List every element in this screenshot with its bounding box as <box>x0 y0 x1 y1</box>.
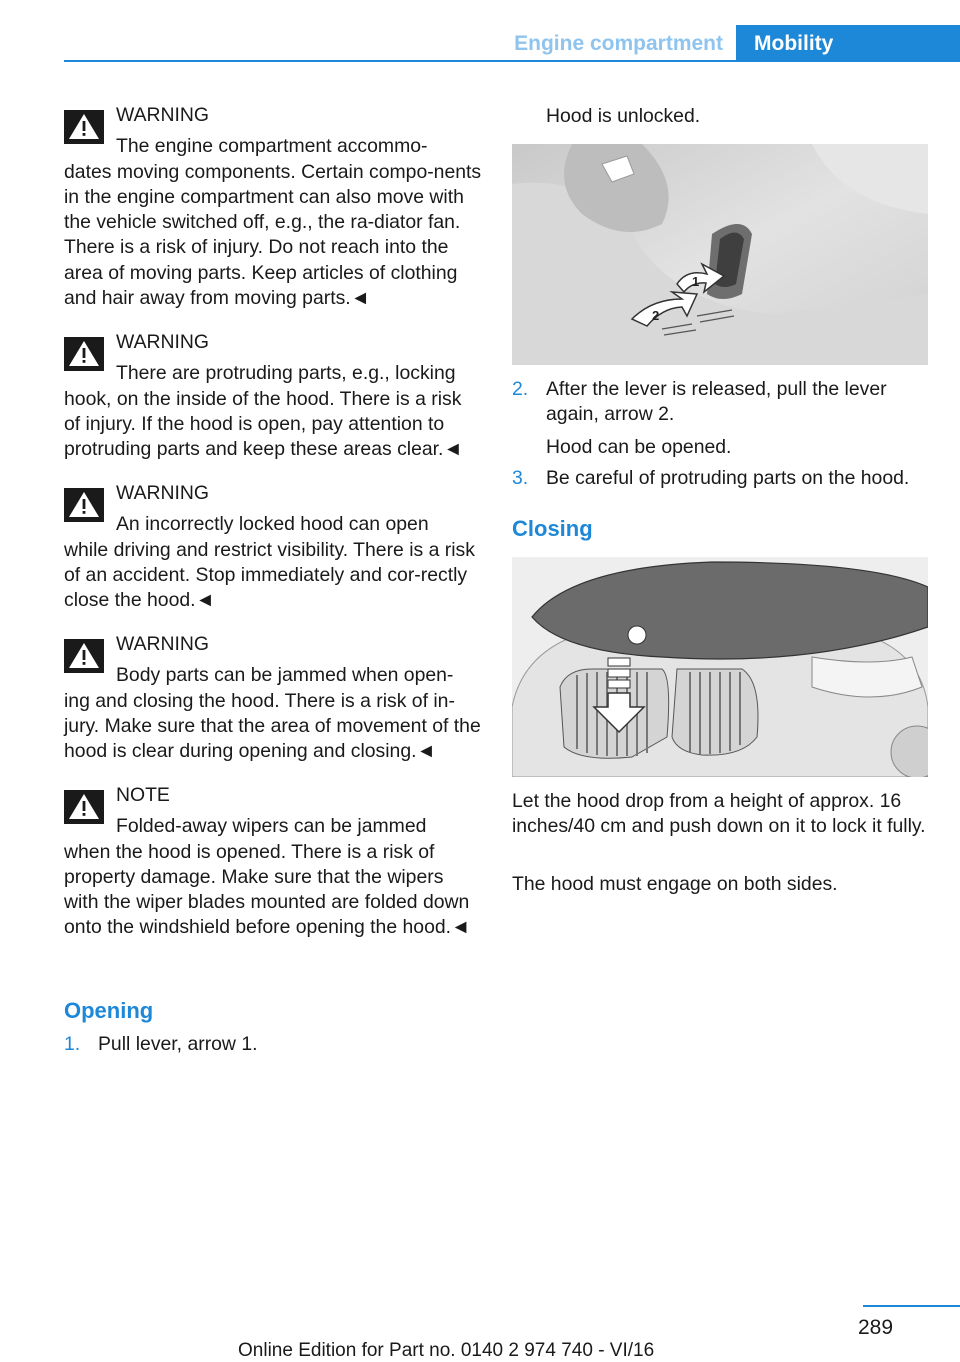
svg-text:1: 1 <box>692 274 700 289</box>
step-number: 1. <box>64 1033 81 1055</box>
step-2 <box>512 377 930 460</box>
hood-closing-image <box>512 557 928 777</box>
hood-closing-illustration <box>512 557 928 777</box>
warning-text: ing and closing the hood. There is a risk of in-jury. Make sure that the area of movement of the hood is clear during opening and closing.◄ <box>64 689 481 763</box>
warning-triangle-icon <box>64 639 104 673</box>
hood-lever-image <box>512 144 928 365</box>
step-1 <box>64 1032 482 1057</box>
step-number: 3. <box>512 467 529 489</box>
warning-label: WARNING <box>116 482 209 504</box>
warning-label: WARNING <box>116 331 209 353</box>
note-triangle-icon <box>64 790 104 824</box>
warning-text: while driving and restrict visibility. There is a risk of an accident. Stop immediately and cor-rectly close the hood.◄ <box>64 538 475 612</box>
unlocked-text: Hood is unlocked. <box>546 105 701 127</box>
closing-heading: Closing <box>512 516 593 541</box>
warning-label: WARNING <box>116 104 209 126</box>
warning-triangle-icon <box>64 488 104 522</box>
opening-heading: Opening <box>64 998 154 1023</box>
hood-lever-illustration <box>512 144 928 365</box>
closing-paragraph-2: The hood must engage on both sides. <box>512 873 838 895</box>
note-block <box>64 783 482 941</box>
note-text: when the hood is opened. There is a risk of property damage. Make sure that the wipers with the wiper blades mounted are folded down onto the windshield before opening the hood.◄ <box>64 840 471 939</box>
svg-text:2: 2 <box>652 308 660 323</box>
step-text: Pull lever, arrow 1. <box>98 1033 258 1055</box>
warning-block <box>64 330 482 462</box>
step-3 <box>512 466 930 491</box>
note-first-line: Folded-away wipers can be jammed <box>116 815 427 838</box>
step-number: 2. <box>512 378 529 400</box>
edition-text: Online Edition for Part no. 0140 2 974 740 - VI/16 <box>238 1340 655 1361</box>
warning-triangle-icon <box>64 110 104 144</box>
footer-rule <box>863 1305 960 1307</box>
warning-block <box>64 632 482 764</box>
warning-block <box>64 103 482 311</box>
closing-paragraph: Let the hood drop from a height of approx. 16 inches/40 cm and push down on it to lock it fully. <box>512 790 926 838</box>
warning-label: WARNING <box>116 633 209 655</box>
warning-block <box>64 481 482 613</box>
warning-first-line: Body parts can be jammed when open- <box>116 664 454 687</box>
warning-first-line: The engine compartment accommo- <box>116 135 428 158</box>
page-number: 289 <box>858 1316 894 1339</box>
step-text: After the lever is released, pull the lever again, arrow 2. <box>546 378 887 426</box>
warning-triangle-icon <box>64 337 104 371</box>
warning-first-line: There are protruding parts, e.g., locking <box>116 362 456 385</box>
chapter-tab[interactable]: Mobility <box>736 25 960 62</box>
warning-first-line: An incorrectly locked hood can open <box>116 513 429 536</box>
step-result: Hood can be opened. <box>546 435 732 458</box>
step-text: Be careful of protruding parts on the hood. <box>546 467 910 489</box>
warning-text: hook, on the inside of the hood. There is a risk of injury. If the hood is open, pay attention to protruding parts and keep these areas clear.◄ <box>64 387 463 461</box>
section-tab[interactable]: Engine compartment <box>514 32 723 55</box>
warning-text: dates moving components. Certain compo-nents in the engine compartment can also move with the vehicle switched off, e.g., the ra-diator fan. There is a risk of injury. Do not reach into the area of moving parts. Keep articles of clothing and hair away from moving parts.◄ <box>64 160 482 310</box>
note-label: NOTE <box>116 784 170 806</box>
